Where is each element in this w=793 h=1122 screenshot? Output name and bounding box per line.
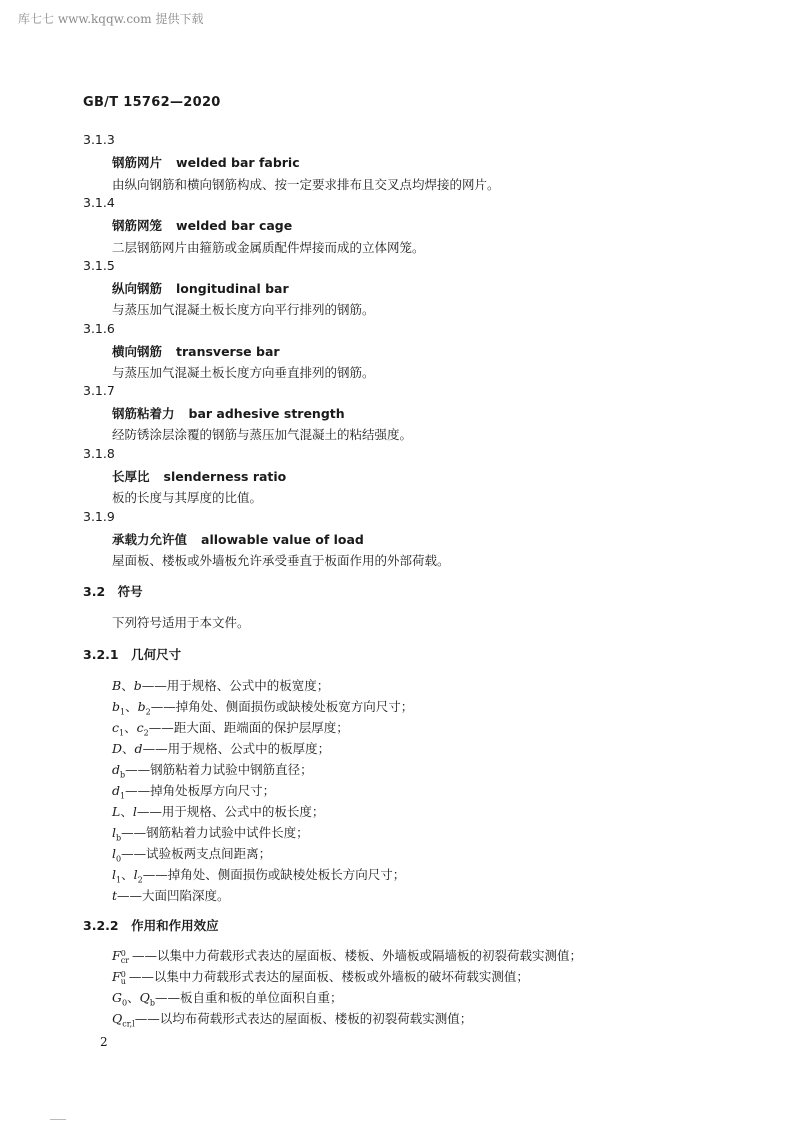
symbol-entry: t——大面凹陷深度。 xyxy=(112,888,230,903)
corner-rule xyxy=(50,1119,66,1120)
symbol-entry: $l_1$、$l_2——$掉角处、侧面损伤或缺棱处板长方向尺寸； xyxy=(112,867,406,885)
subsection-heading: 3.2.1 几何尺寸 xyxy=(83,647,182,662)
term-number: 3.1.7 xyxy=(83,383,115,398)
symbol-entry: B、b——用于规格、公式中的板宽度； xyxy=(112,678,330,693)
symbol-entry: $l_b——$钢筋粘着力试验中试件长度； xyxy=(112,825,309,843)
term-definition: 经防锈涂层涂覆的钢筋与蒸压加气混凝土的粘结强度。 xyxy=(112,427,413,442)
term-number: 3.1.8 xyxy=(83,446,115,461)
term-definition: 由纵向钢筋和横向钢筋构成、按一定要求排布且交叉点均焊接的网片。 xyxy=(112,177,500,192)
term-title: 承载力允许值 allowable value of load xyxy=(112,532,364,547)
term-title: 钢筋粘着力 bar adhesive strength xyxy=(112,406,345,421)
term-title: 纵向钢筋 longitudinal bar xyxy=(112,281,289,296)
term-number: 3.1.9 xyxy=(83,509,115,524)
section-heading: 3.2 符号 xyxy=(83,584,143,599)
term-definition: 屋面板、楼板或外墙板允许承受垂直于板面作用的外部荷载。 xyxy=(112,553,450,568)
symbol-entry: $G_0$、$Q_b——$板自重和板的单位面积自重； xyxy=(112,990,343,1008)
term-title: 钢筋网笼 welded bar cage xyxy=(112,218,293,233)
term-title: 钢筋网片 welded bar fabric xyxy=(112,155,300,170)
symbol-entry: $d_b——$钢筋粘着力试验中钢筋直径； xyxy=(112,762,313,780)
term-number: 3.1.3 xyxy=(83,132,115,147)
symbol-entry: $Q_{cr,l}——$以均布荷载形式表达的屋面板、楼板的初裂荷载实测值； xyxy=(112,1011,473,1029)
term-definition: 二层钢筋网片由箍筋或金属质配件焊接而成的立体网笼。 xyxy=(112,240,425,255)
term-definition: 与蒸压加气混凝土板长度方向垂直排列的钢筋。 xyxy=(112,365,375,380)
section-intro: 下列符号适用于本文件。 xyxy=(112,615,250,630)
subsection-heading: 3.2.2 作用和作用效应 xyxy=(83,918,219,933)
symbol-entry: D、d——用于规格、公式中的板厚度； xyxy=(112,741,331,756)
symbol-entry: $c_1$、$c_2——$距大面、距端面的保护层厚度； xyxy=(112,720,349,738)
term-definition: 板的长度与其厚度的比值。 xyxy=(112,490,263,505)
watermark: 库七七 www.kqqw.com 提供下载 xyxy=(18,12,204,26)
symbol-entry: L、l——用于规格、公式中的板长度； xyxy=(112,804,325,819)
symbol-entry: $l_0——$试验板两支点间距离； xyxy=(112,846,272,864)
term-definition: 与蒸压加气混凝土板长度方向平行排列的钢筋。 xyxy=(112,302,375,317)
symbol-entry: F 0 cr ——以集中力荷载形式表达的屋面板、楼板、外墙板或隔墙板的初裂荷载实测值； xyxy=(112,948,583,965)
term-title: 长厚比 slenderness ratio xyxy=(112,469,287,484)
term-number: 3.1.6 xyxy=(83,321,115,336)
symbol-entry: F 0 u ——以集中力荷载形式表达的屋面板、楼板或外墙板的破坏荷载实测值； xyxy=(112,969,529,986)
standard-id: GB/T 15762—2020 xyxy=(83,95,221,110)
term-title: 横向钢筋 transverse bar xyxy=(112,344,280,359)
term-number: 3.1.4 xyxy=(83,195,115,210)
page-number: 2 xyxy=(100,1035,108,1049)
symbol-entry: $d_1——$掉角处板厚方向尺寸； xyxy=(112,783,276,801)
term-number: 3.1.5 xyxy=(83,258,115,273)
symbol-entry: $b_1$、$b_2——$掉角处、侧面损伤或缺棱处板宽方向尺寸； xyxy=(112,699,414,717)
